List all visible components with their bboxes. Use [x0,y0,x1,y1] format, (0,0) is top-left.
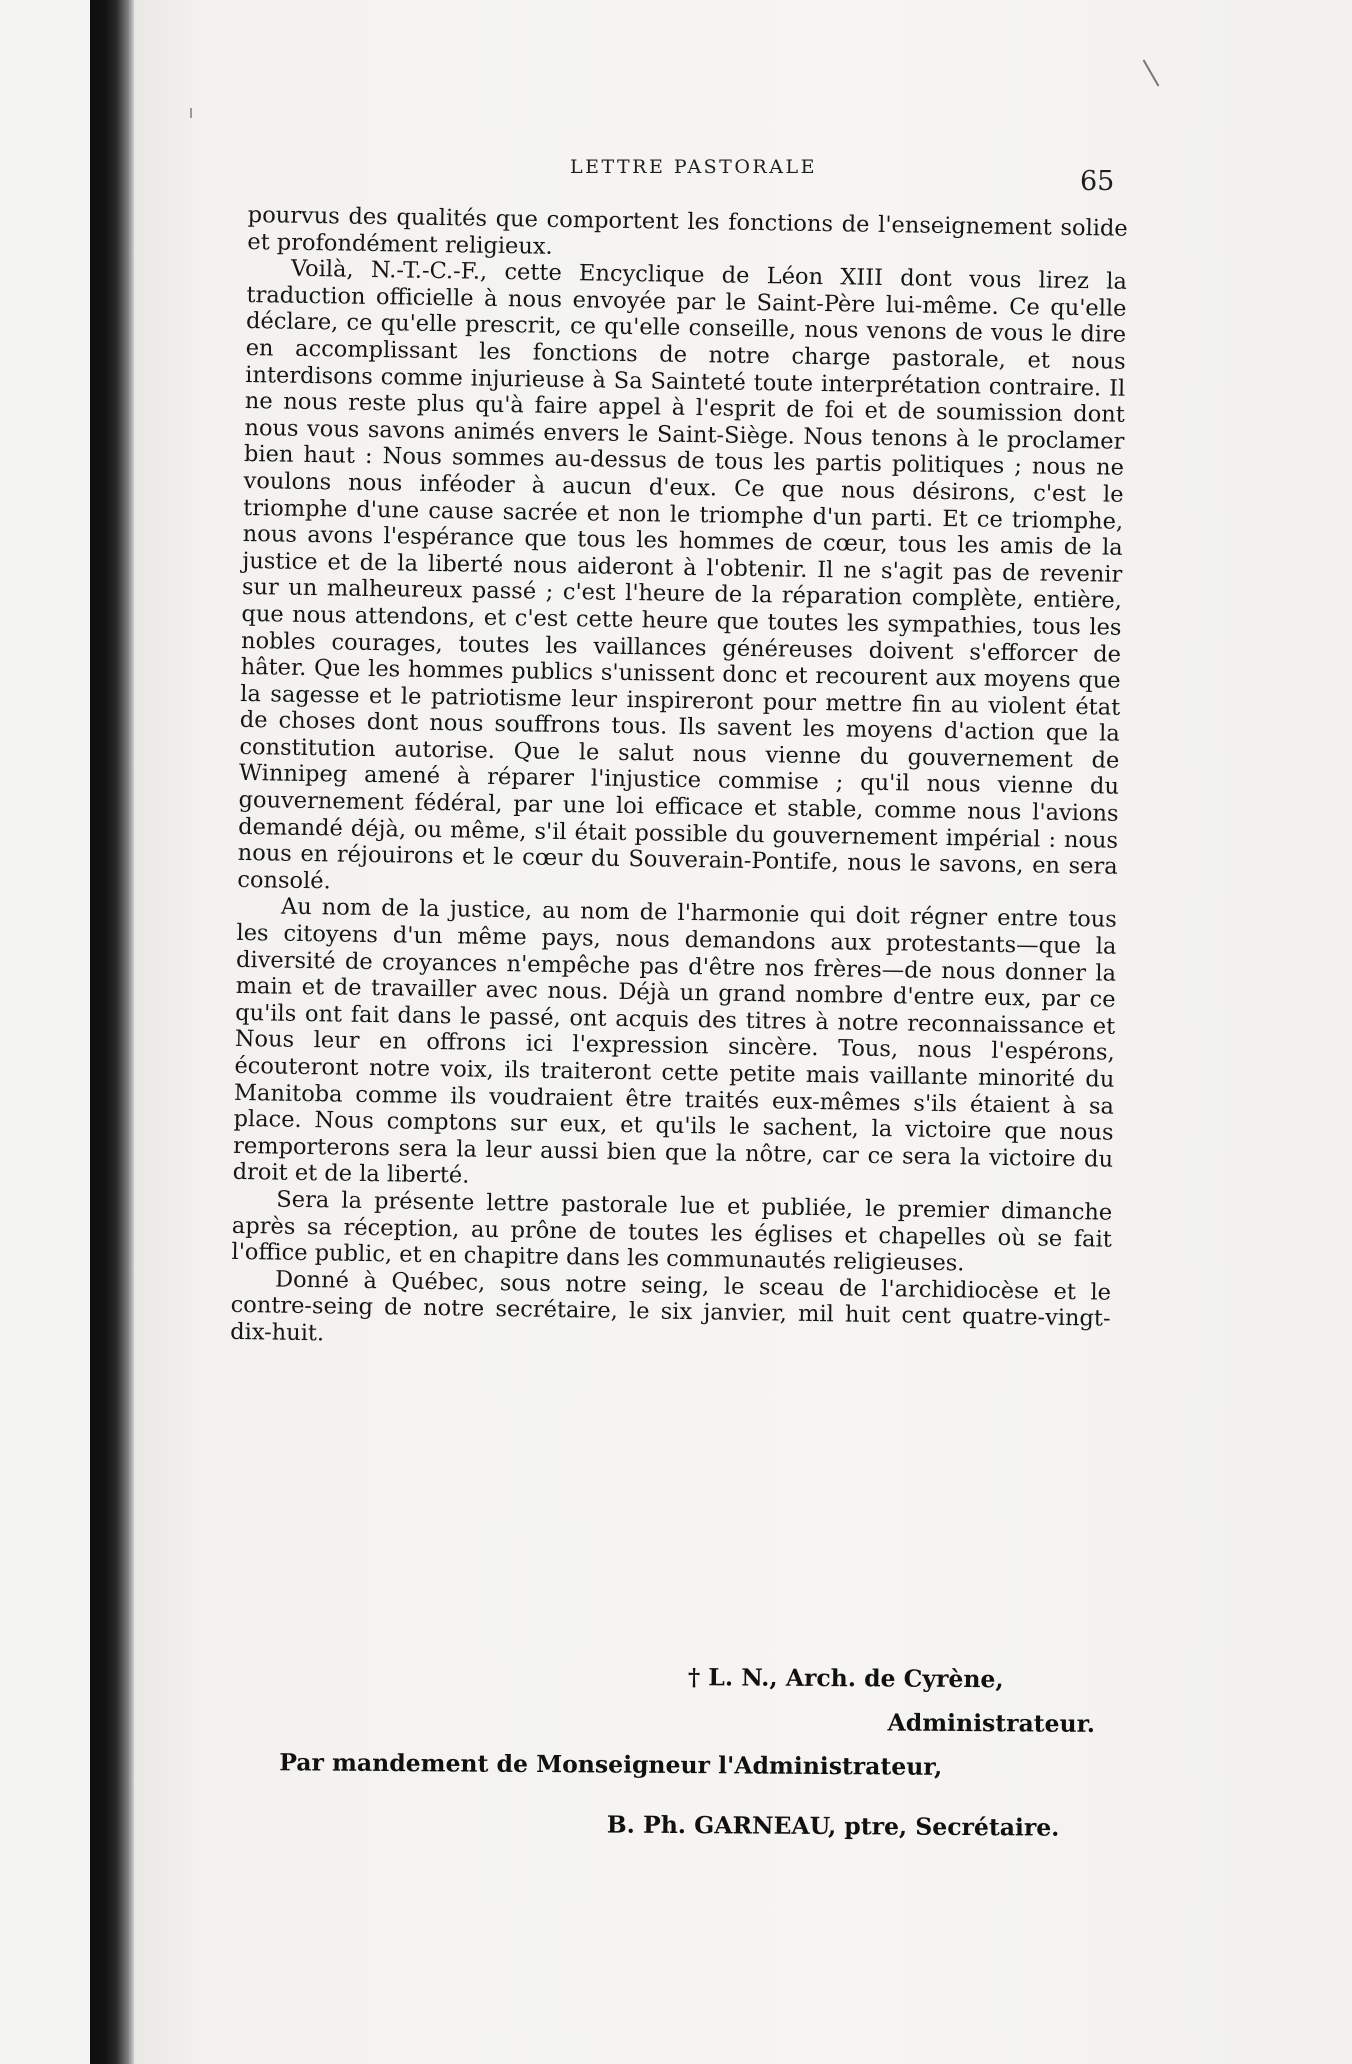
secretary-signature: B. Ph. GARNEAU, ptre, Secrétaire. [606,1810,1060,1842]
book-spine-shadow [90,0,134,2064]
archbishop-title: Administrateur. [887,1708,1096,1738]
paragraph-encyclique: Voilà, N.-T.-C.-F., cette Encyclique de Léon XIII dont vous lirez la traduction officielle à nous envoyée par le Saint-Père lui-même. Ce qu'elle déclare, ce qu'elle prescrit, ce qu'elle conseille, nous venons de vous le dire en accomplissant les fonctions de notre charge pastorale, et nous interdisons comme injurieuse à Sa Sainteté toute interprétation contraire. Il ne nous reste plus qu'à faire appel à l'esprit de foi et de soumission dont nous vous savons animés envers le Saint-Siège. Nous tenons à le proclamer bien haut : Nous sommes au-dessus de tous les partis politiques ; nous ne voulons nous inféoder à aucun d'eux. Ce que nous désirons, c'est le triomphe d'une cause sacrée et non le triomphe d'un parti. Et ce triomphe, nous avons l'espérance que tous les hommes de cœur, tous les amis de la justice et de la liberté nous aideront à l'obtenir. Il ne s'agit pas de revenir sur un malheureux passé ; c'est l'heure de la réparation complète, entière, que nous attendons, et c'est cette heure que toutes les sympathies, tous les nobles courages, toutes les vaillances généreuses doivent s'efforcer de hâter. Que les hommes publics s'unissent donc et recourent aux moyens que la sagesse et le patriotisme leur inspireront pour mettre fin au violent état de choses dont nous souffrons tous. Ils savent les moyens d'action que la constitution autorise. Que le salut nous vienne du gouvernement de Winnipeg amené à réparer l'injustice commise ; qu'il nous vienne du gouvernement fédéral, par une loi efficace et stable, comme nous l'avions demandé déjà, ou même, s'il était possible du gouvernement impérial : nous nous en réjouirons et le cœur du Souverain-Pontife, nous le savons, en sera consolé. [237,255,1128,895]
body-text [230,202,1128,1359]
scan-speck [190,108,192,118]
paragraph-justice: Au nom de la justice, au nom de l'harmonie qui doit régner entre tous les citoyens d'un même pays, nous demandons aux protestants—que la diversité de croyances n'empêche pas d'être nos frères—de nous donner la main et de travailler avec nous. Déjà un grand nombre d'entre eux, par ce qu'ils ont fait dans le passé, ont acquis des titres à notre reconnaissance et Nous leur en offrons ici l'expression sincère. Tous, nous l'espérons, écouteront notre voix, ils traiteront cette petite mais vaillante minorité du Manitoba comme ils voudraient être traités eux-mêmes s'ils étaient à sa place. Nous comptons sur eux, et qu'ils le sachent, la victoire que nous remporterons sera la leur aussi bien que la nôtre, car ce sera la victoire du droit et de la liberté. [232,894,1118,1189]
paragraph-lecture: Sera la présente lettre pastorale lue et publiée, le premier dimanche après sa réception, au prône de toutes les églises et chapelles où se fait l'office public, et en chapitre dans les communautés religieuses. [231,1186,1113,1277]
left-page-margin [0,0,90,2064]
paragraph-donne: Donné à Québec, sous notre seing, le sceau de l'archidiocèse et le contre-seing de notre secrétaire, le six janvier, mil huit cent quatre-vingt-dix-huit. [230,1266,1112,1347]
page-number: 65 [1080,166,1115,197]
paragraph-continuation: pourvus des qualités que comportent les fonctions de l'enseignement solide et profondément religieux. [247,202,1128,260]
running-head: LETTRE PASTORALE [570,156,817,178]
archbishop-signature: † L. N., Arch. de Cyrène, [687,1663,1004,1694]
mandement-line: Par mandement de Monseigneur l'Administrateur, [279,1748,943,1781]
